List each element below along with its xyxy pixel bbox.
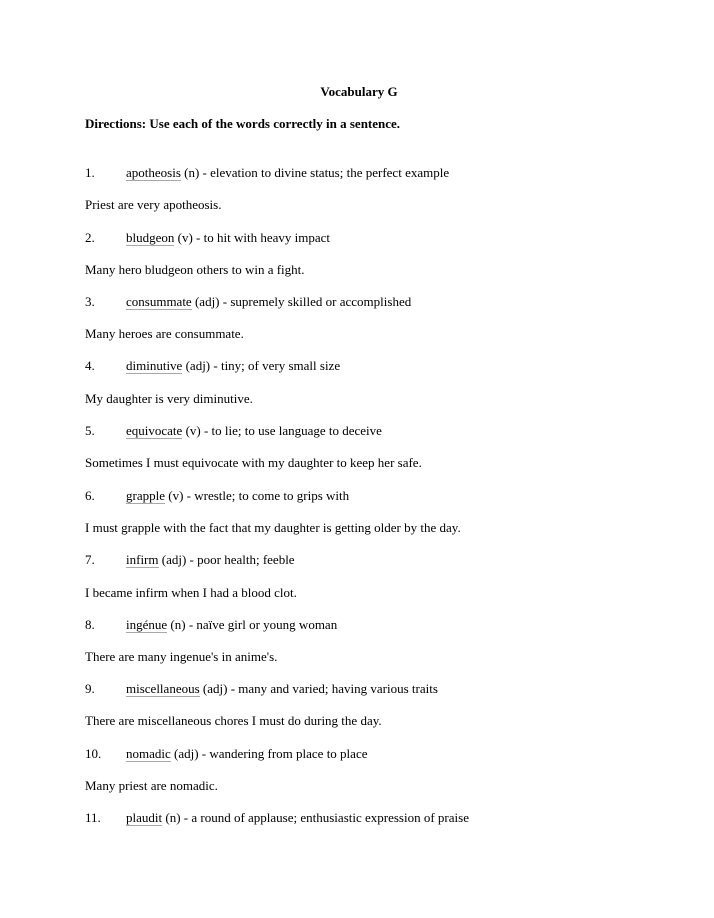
vocab-entry: [85, 488, 349, 504]
entry-number: 8.: [85, 617, 95, 632]
vocab-entry: [85, 358, 340, 374]
vocab-entry: [85, 230, 330, 246]
entry-number: 3.: [85, 294, 95, 309]
vocab-word: consummate: [126, 294, 192, 309]
vocab-sentence: I became infirm when I had a blood clot.: [85, 585, 297, 600]
entry-number: 5.: [85, 423, 95, 438]
vocab-word: diminutive: [126, 358, 183, 373]
vocab-word: miscellaneous: [126, 681, 200, 696]
vocab-sentence: There are many ingenue's in anime's.: [85, 649, 278, 664]
vocab-entry: [85, 810, 469, 826]
vocab-word: infirm: [126, 552, 159, 567]
entry-number: 10.: [85, 746, 102, 761]
vocab-word: bludgeon: [126, 230, 175, 245]
vocab-sentence: I must grapple with the fact that my daughter is getting older by the day.: [85, 520, 461, 535]
vocab-entry: [85, 165, 449, 181]
entry-number: 7.: [85, 552, 95, 567]
vocab-definition: (v) - wrestle; to come to grips with: [164, 488, 350, 503]
vocab-word: apotheosis: [126, 165, 181, 180]
vocab-entry: [85, 294, 411, 310]
entry-number: 6.: [85, 488, 95, 503]
vocab-word: nomadic: [126, 746, 171, 761]
vocab-sentence: Priest are very apotheosis.: [85, 197, 222, 212]
entry-number: 11.: [85, 810, 101, 825]
directions-text: Directions: Use each of the words correctly in a sentence.: [85, 116, 401, 131]
vocab-definition: (n) - elevation to divine status; the perfect example: [180, 165, 450, 180]
vocab-entry: [85, 681, 438, 697]
vocab-sentence: Many priest are nomadic.: [85, 778, 218, 793]
entry-number: 1.: [85, 165, 95, 180]
vocab-sentence: There are miscellaneous chores I must do during the day.: [85, 713, 382, 728]
vocab-definition: (adj) - many and varied; having various traits: [199, 681, 438, 696]
vocab-definition: (adj) - supremely skilled or accomplished: [191, 294, 412, 309]
vocab-definition: (n) - a round of applause; enthusiastic expression of praise: [162, 810, 469, 825]
vocab-definition: (v) - to hit with heavy impact: [174, 230, 330, 245]
vocab-entry: [85, 746, 367, 762]
vocab-definition: (adj) - wandering from place to place: [170, 746, 368, 761]
vocab-entry: [85, 552, 295, 568]
entry-number: 9.: [85, 681, 95, 696]
page-title: Vocabulary G: [320, 84, 398, 99]
vocab-sentence: My daughter is very diminutive.: [85, 391, 253, 406]
entry-number: 2.: [85, 230, 95, 245]
vocab-sentence: Sometimes I must equivocate with my daughter to keep her safe.: [85, 455, 422, 470]
vocab-sentence: Many heroes are consummate.: [85, 326, 244, 341]
vocab-word: equivocate: [126, 423, 183, 438]
vocab-definition: (n) - naïve girl or young woman: [167, 617, 338, 632]
entry-number: 4.: [85, 358, 95, 373]
vocab-definition: (adj) - poor health; feeble: [158, 552, 295, 567]
vocab-sentence: Many hero bludgeon others to win a fight.: [85, 262, 305, 277]
vocab-word: plaudit: [126, 810, 163, 825]
vocab-entry: [85, 423, 382, 439]
vocab-word: ingénue: [126, 617, 168, 632]
vocab-entry: [85, 617, 337, 633]
vocab-definition: (adj) - tiny; of very small size: [182, 358, 341, 373]
vocab-definition: (v) - to lie; to use language to deceive: [182, 423, 382, 438]
vocab-word: grapple: [126, 488, 165, 503]
